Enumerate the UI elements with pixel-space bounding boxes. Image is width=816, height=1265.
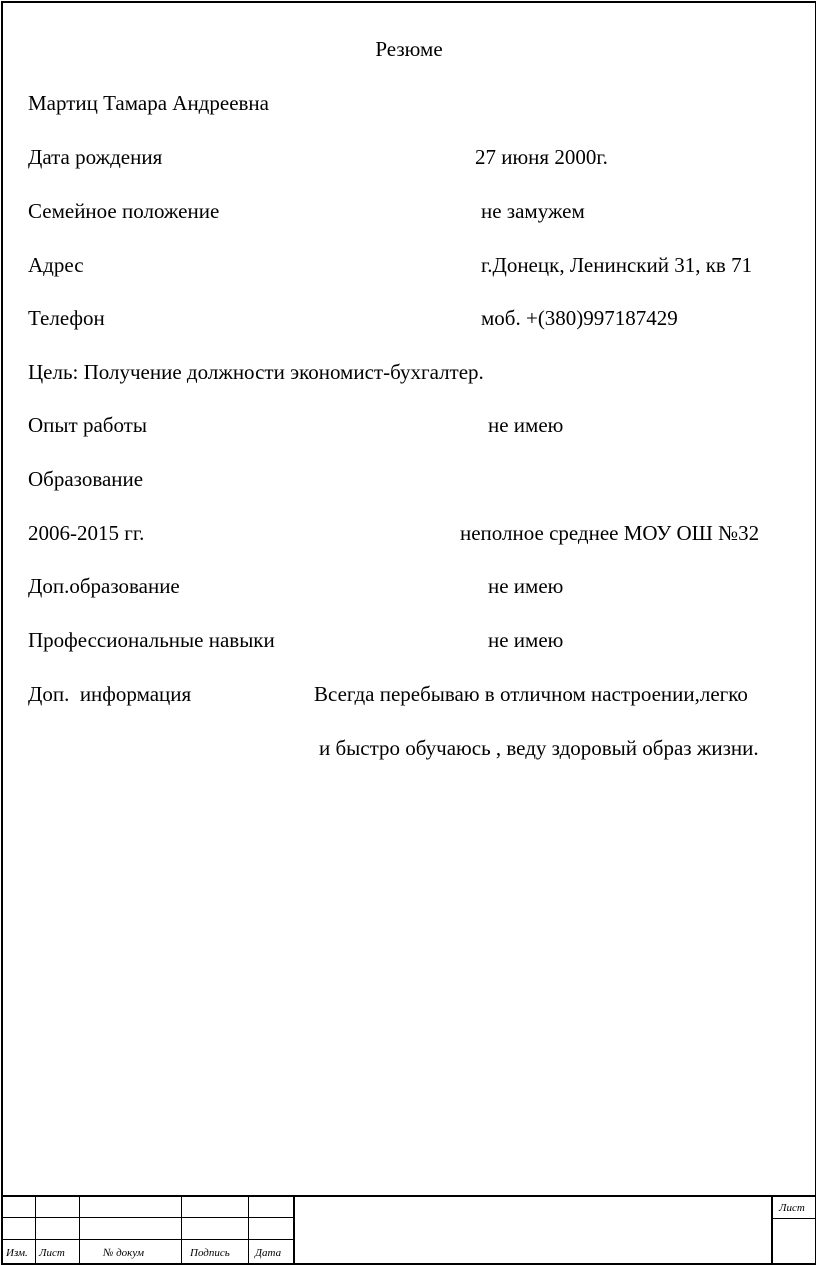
address-value: г.Донецк, Ленинский 31, кв 71 [481, 253, 753, 277]
stamp-label-dokum: № докум [103, 1247, 144, 1259]
additional-info-label: Доп. информация [28, 682, 192, 706]
phone-value: моб. +(380)997187429 [481, 306, 678, 330]
stamp-divider [35, 1195, 36, 1263]
birth-date-label: Дата рождения [28, 145, 163, 169]
experience-label: Опыт работы [28, 413, 147, 437]
goal-text: Цель: Получение должности экономист-бухгалтер. [28, 360, 484, 384]
stamp-divider [771, 1195, 773, 1263]
additional-info-line-1: Всегда перебываю в отличном настроении,легко [314, 682, 748, 706]
stamp-label-izm: Изм. [6, 1247, 28, 1259]
marital-status-label: Семейное положение [28, 199, 220, 223]
stamp-label-sheet: Лист [779, 1202, 805, 1214]
stamp-label-list: Лист [39, 1247, 65, 1259]
stamp-row-divider [3, 1239, 294, 1240]
stamp-row-divider [771, 1218, 815, 1219]
marital-status-value: не замужем [481, 199, 585, 223]
stamp-divider [79, 1195, 80, 1263]
education-heading: Образование [28, 467, 144, 491]
skills-value: не имею [488, 628, 564, 652]
full-name: Мартиц Тамара Андреевна [28, 91, 269, 115]
education-years: 2006-2015 гг. [28, 521, 145, 545]
stamp-row-divider [3, 1217, 294, 1218]
additional-info-line-2: и быстро обучаюсь , веду здоровый образ жизни. [319, 736, 759, 760]
education-value: неполное среднее МОУ ОШ №32 [460, 521, 760, 545]
document-sheet [1, 1, 816, 1265]
title-block-stamp [3, 1195, 815, 1263]
address-label: Адрес [28, 253, 84, 277]
stamp-label-data: Дата [255, 1247, 282, 1259]
document-title: Резюме [375, 37, 443, 61]
additional-education-label: Доп.образование [28, 574, 180, 598]
additional-education-value: не имею [488, 574, 564, 598]
birth-date-value: 27 июня 2000г. [475, 145, 608, 169]
stamp-label-podpis: Подпись [190, 1247, 230, 1259]
stamp-divider [181, 1195, 182, 1263]
experience-value: не имею [488, 413, 564, 437]
skills-label: Профессиональные навыки [28, 628, 275, 652]
stamp-divider [293, 1195, 295, 1263]
stamp-top-border [3, 1195, 815, 1197]
stamp-divider [248, 1195, 249, 1263]
phone-label: Телефон [28, 306, 105, 330]
